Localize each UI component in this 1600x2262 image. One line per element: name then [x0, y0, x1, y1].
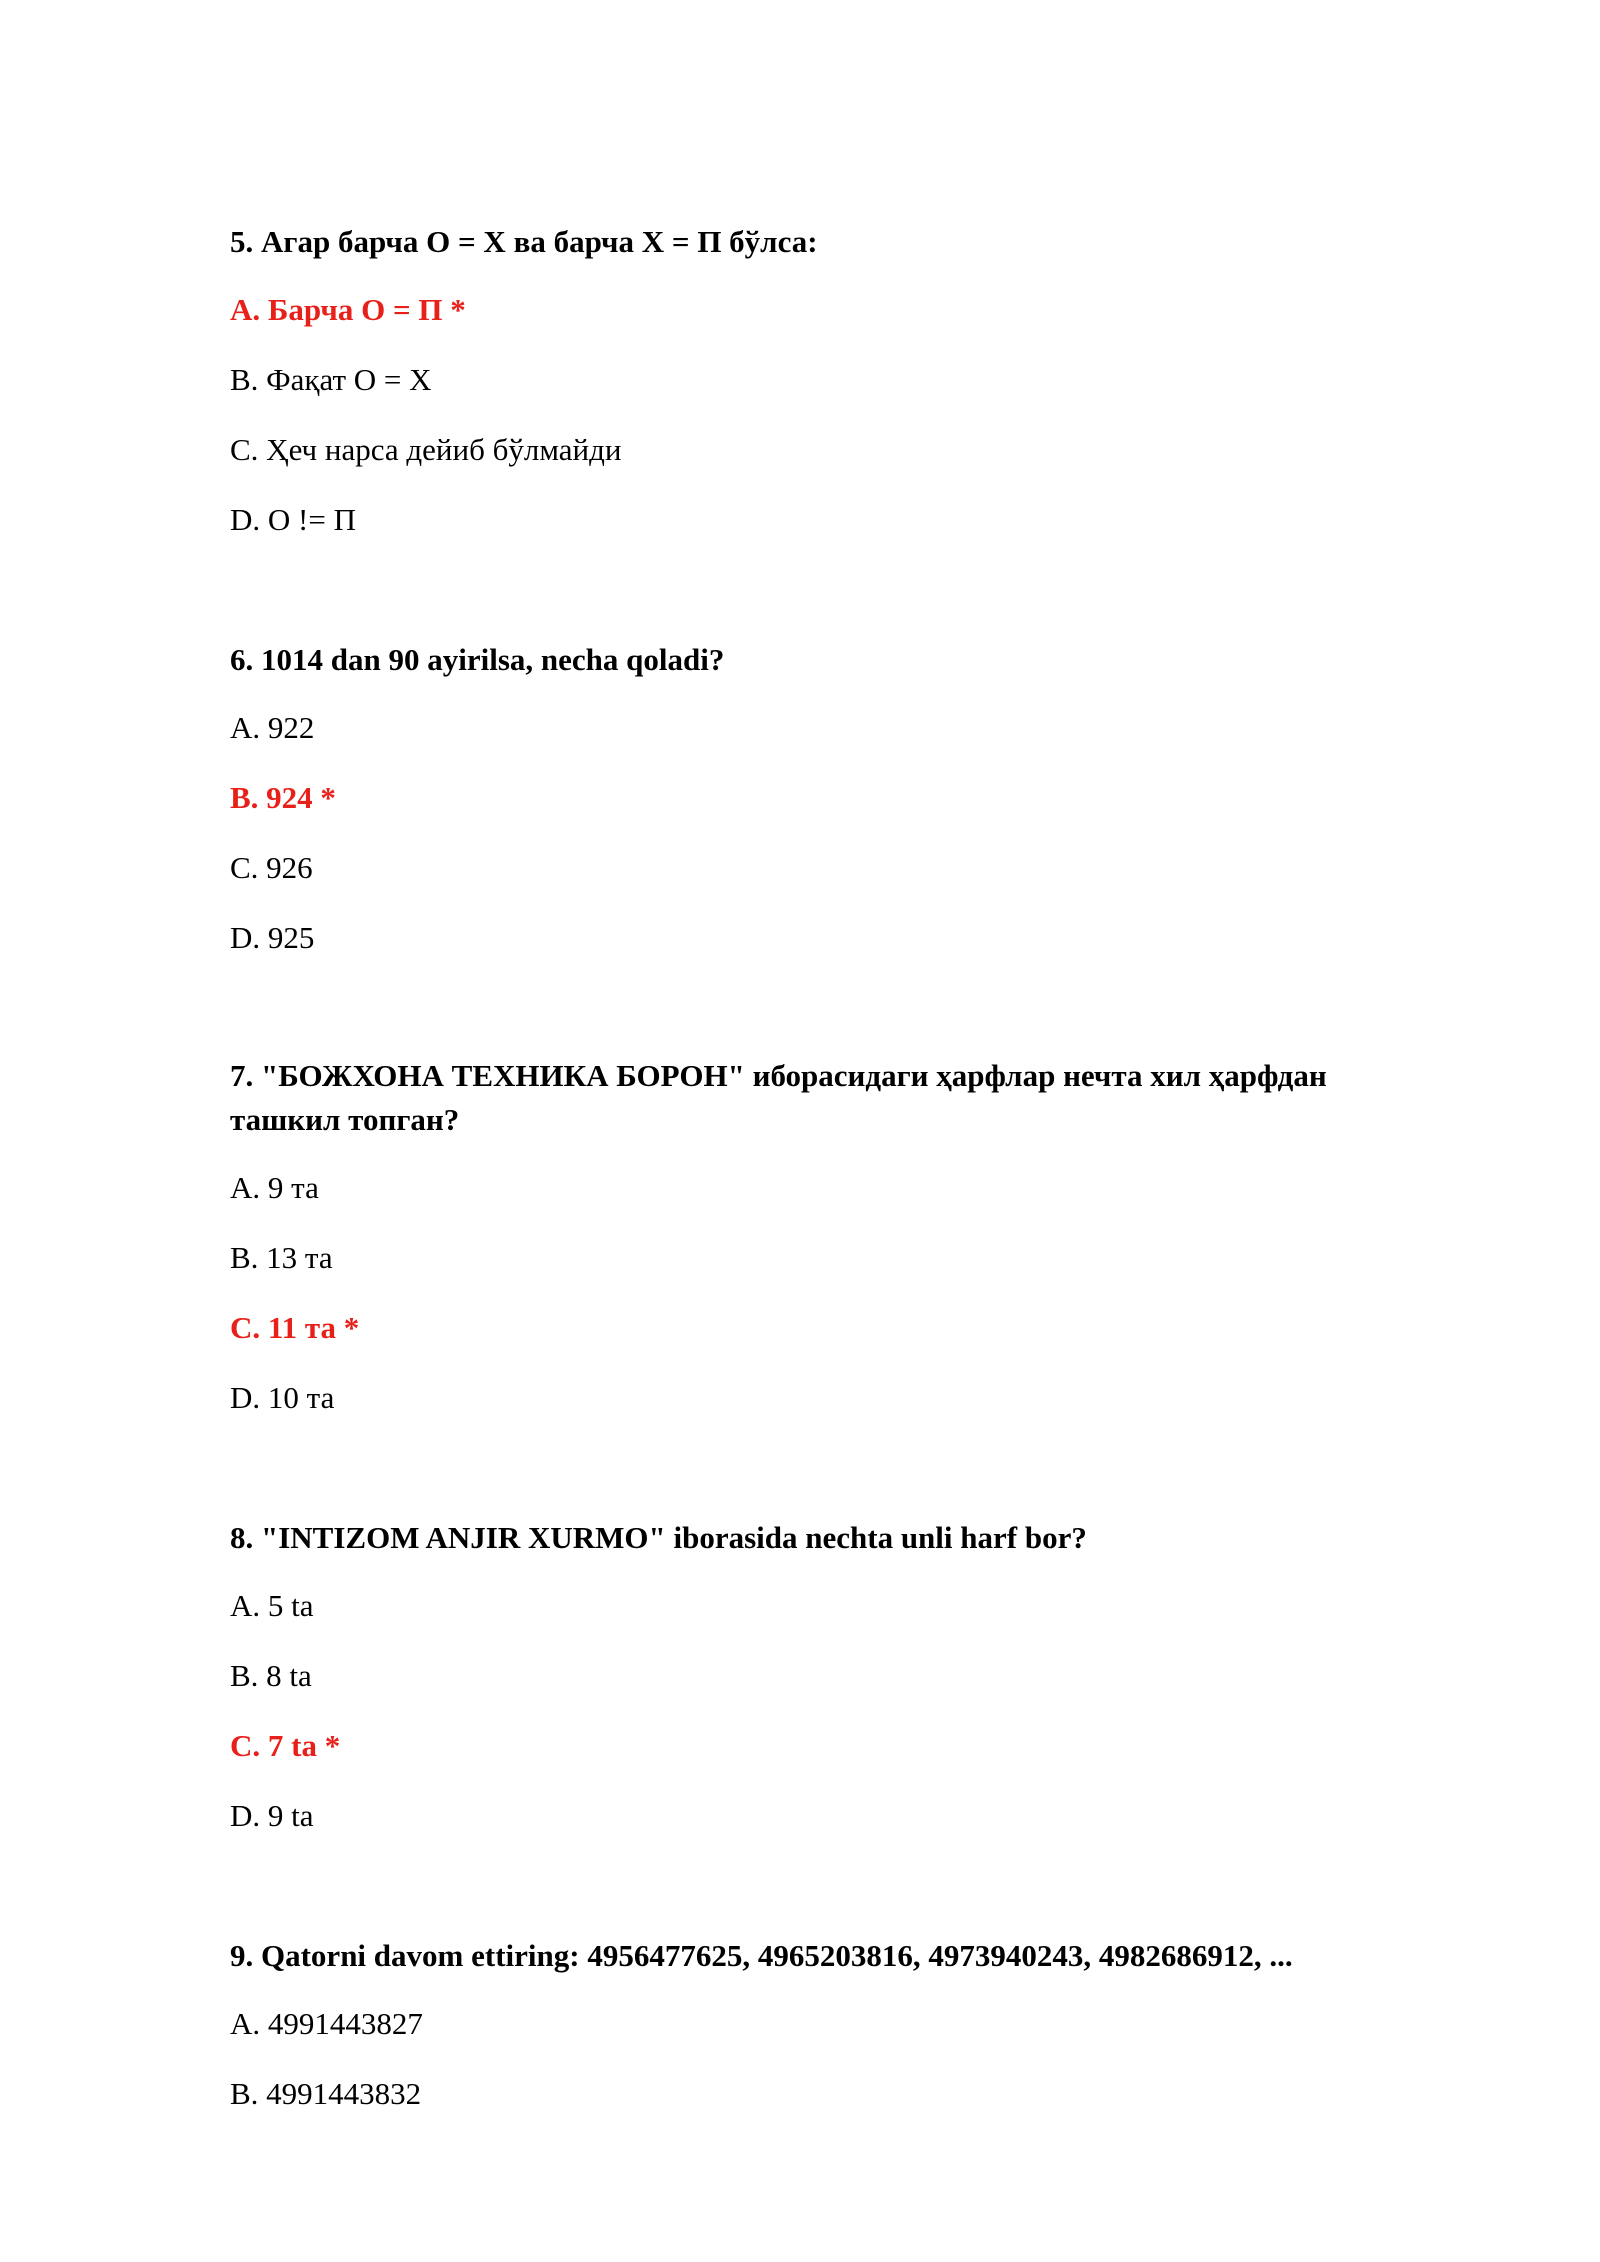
question-7 — [230, 1054, 1410, 1418]
answer-option-b: B. 8 ta — [230, 1658, 312, 1693]
answer-options — [230, 1168, 1410, 1418]
answer-option-c: C. 11 та * — [230, 1310, 360, 1345]
question-5 — [230, 220, 1410, 540]
answer-option-b: B. 13 та — [230, 1240, 333, 1275]
answer-option-c: C. 926 — [230, 850, 313, 885]
question-9 — [230, 1934, 1410, 2114]
answer-options — [230, 708, 1410, 958]
answer-option-c: C. 7 ta * — [230, 1728, 341, 1763]
answer-option-d: D. 925 — [230, 920, 315, 955]
answer-option-d: D. 10 та — [230, 1380, 335, 1415]
question-text: 8. "INTIZOM ANJIR XURMO" iborasida nechta unli harf bor? — [230, 1520, 1087, 1555]
answer-option-c: C. Ҳеч нарса дейиб бўлмайди — [230, 432, 622, 467]
answer-option-a: A. 922 — [230, 710, 315, 745]
answer-option-d: D. О != П — [230, 502, 356, 537]
answer-option-b: B. 924 * — [230, 780, 336, 815]
answer-option-a: A. Барча О = П * — [230, 292, 466, 327]
answer-option-a: A. 9 та — [230, 1170, 319, 1205]
question-text: 9. Qatorni davom ettiring: 4956477625, 4965203816, 4973940243, 4982686912, ... — [230, 1938, 1293, 1973]
question-text: 6. 1014 dan 90 ayirilsa, necha qoladi? — [230, 642, 725, 677]
answer-option-b: B. Фақат О = Х — [230, 362, 432, 397]
answer-option-a: A. 5 ta — [230, 1588, 314, 1623]
question-8 — [230, 1516, 1410, 1836]
answer-options — [230, 2004, 1410, 2114]
answer-option-b: B. 4991443832 — [230, 2076, 422, 2111]
answer-options — [230, 290, 1410, 540]
question-text: 5. Агар барча О = Х ва барча Х = П бўлса: — [230, 224, 818, 259]
question-text: 7. "БОЖХОНА ТЕХНИКА БОРОН" иборасидаги ҳарфлар нечта хил ҳарфдан ташкил топган? — [230, 1058, 1327, 1137]
answer-options — [230, 1586, 1410, 1836]
answer-option-d: D. 9 ta — [230, 1798, 314, 1833]
answer-option-a: A. 4991443827 — [230, 2006, 423, 2041]
question-6 — [230, 638, 1410, 958]
